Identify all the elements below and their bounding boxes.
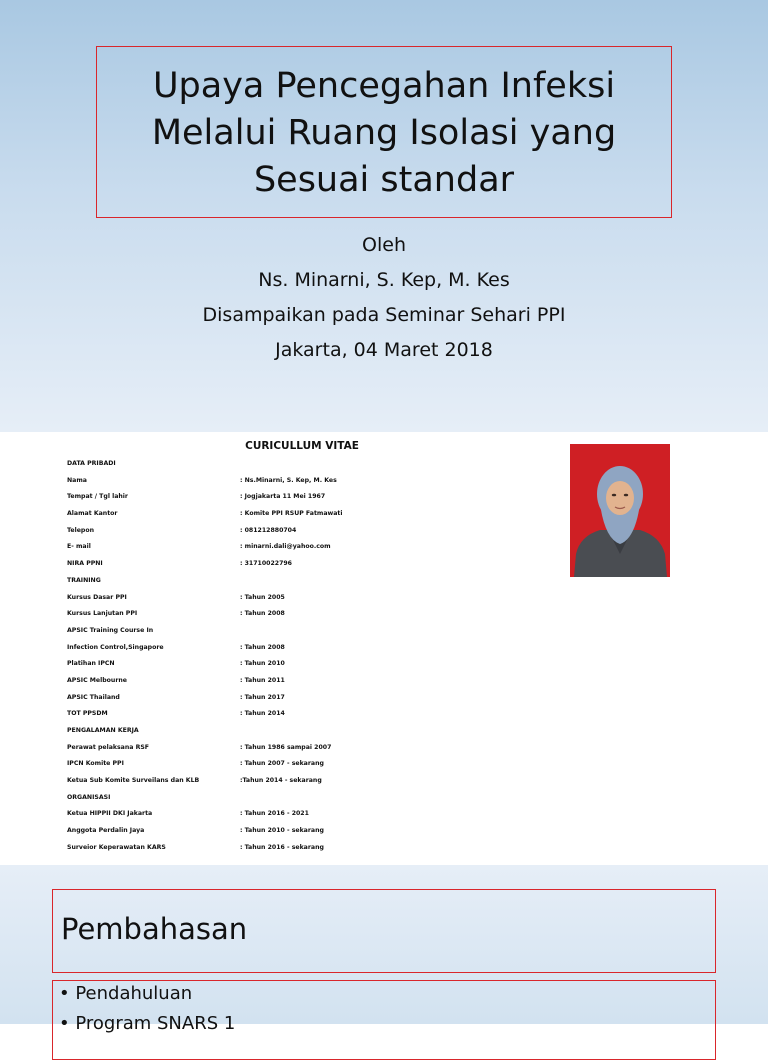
cv-section-header: [67, 577, 507, 594]
title-line: Melalui Ruang Isolasi yang: [151, 113, 617, 153]
cv-row: [67, 493, 507, 510]
cv-row: [67, 677, 507, 694]
subtitle-line: Oleh: [362, 234, 406, 256]
title-slide: [0, 0, 768, 432]
agenda-list-box: [52, 980, 716, 1060]
agenda-bullet: • Program SNARS 1: [59, 1013, 236, 1034]
cv-row: [67, 510, 507, 527]
cv-row: [67, 543, 507, 560]
subtitle-line: Disampaikan pada Seminar Sehari PPI: [202, 304, 566, 326]
cv-section-header: [67, 627, 507, 644]
cv-value: : 081212880704: [240, 526, 297, 534]
cv-label: Kursus Dasar PPI: [67, 593, 127, 601]
cv-label: Anggota Perdalin Jaya: [67, 827, 145, 835]
cv-label: E- mail: [67, 543, 91, 551]
cv-row: [67, 594, 507, 611]
cv-value: : Tahun 2014: [240, 710, 285, 718]
cv-heading: CURICULLUM VITAE: [245, 440, 359, 452]
profile-photo: [570, 444, 670, 577]
cv-label: Tempat / Tgl lahir: [67, 493, 128, 501]
subtitle-line: Jakarta, 04 Maret 2018: [275, 339, 493, 361]
cv-label: TOT PPSDM: [67, 710, 108, 718]
cv-section-header: [67, 727, 507, 744]
cv-value: : Komite PPI RSUP Fatmawati: [240, 510, 343, 518]
cv-row: [67, 810, 507, 827]
cv-value: : Tahun 2010 - sekarang: [240, 827, 324, 835]
cv-label: Perawat pelaksana RSF: [67, 743, 150, 751]
cv-value: : Tahun 2007 - sekarang: [240, 760, 324, 768]
cv-value: : Tahun 2016 - 2021: [240, 810, 309, 818]
title-line: Sesuai standar: [253, 160, 515, 200]
agenda-slide: [0, 865, 768, 1034]
cv-value: : 31710022796: [240, 560, 292, 568]
cv-label: DATA PRIBADI: [67, 460, 116, 467]
cv-label: IPCN Komite PPI: [67, 760, 124, 768]
cv-row: [67, 560, 507, 577]
cv-value: : Ns.Minarni, S. Kep, M. Kes: [240, 476, 337, 484]
agenda-heading: Pembahasan: [61, 912, 248, 946]
cv-value: : Tahun 2008: [240, 610, 285, 618]
cv-label: Nama: [67, 476, 87, 484]
cv-label: ORGANISASI: [67, 793, 111, 801]
cv-value: : Tahun 1986 sampai 2007: [240, 743, 332, 751]
title-box: [96, 46, 672, 218]
cv-row: [67, 844, 507, 861]
cv-row: [67, 644, 507, 661]
cv-value: :Tahun 2014 - sekarang: [240, 777, 322, 785]
cv-label: Kursus Lanjutan PPI: [67, 610, 138, 618]
cv-row: [67, 660, 507, 677]
cv-label: Surveior Keperawatan KARS: [67, 843, 166, 851]
cv-label: Ketua HIPPII DKI Jakarta: [67, 810, 153, 818]
cv-section-header: [67, 794, 507, 811]
cv-value: : Tahun 2008: [240, 643, 285, 651]
cv-row: [67, 477, 507, 494]
cv-label: Ketua Sub Komite Surveilans dan KLB: [67, 777, 200, 785]
cv-row: [67, 777, 507, 794]
agenda-bullet: • Pendahuluan: [59, 983, 193, 1004]
cv-slide: [0, 432, 768, 865]
cv-table: [67, 460, 507, 861]
cv-value: : Jogjakarta 11 Mei 1967: [240, 493, 326, 501]
cv-label: Platihan IPCN: [67, 660, 115, 668]
cv-value: : minarni.dali@yahoo.com: [240, 543, 331, 551]
portrait-illustration: [570, 444, 670, 577]
cv-label: Telepon: [67, 526, 94, 534]
cv-row: [67, 827, 507, 844]
cv-row: [67, 694, 507, 711]
subtitle-line: Ns. Minarni, S. Kep, M. Kes: [258, 269, 510, 291]
cv-value: : Tahun 2017: [240, 693, 285, 701]
cv-label: APSIC Training Course In: [67, 626, 154, 634]
cv-value: : Tahun 2010: [240, 660, 285, 668]
slide-title: [97, 63, 671, 204]
title-line: Upaya Pencegahan Infeksi: [152, 66, 616, 106]
cv-row: [67, 610, 507, 627]
cv-value: : Tahun 2011: [240, 676, 285, 684]
cv-section-header: [67, 460, 507, 477]
cv-row: [67, 744, 507, 761]
cv-label: NIRA PPNI: [67, 560, 103, 568]
cv-label: Infection Control,Singapore: [67, 643, 164, 651]
cv-row: [67, 527, 507, 544]
cv-label: PENGALAMAN KERJA: [67, 727, 139, 734]
cv-value: : Tahun 2005: [240, 593, 285, 601]
cv-value: : Tahun 2016 - sekarang: [240, 843, 324, 851]
cv-row: [67, 760, 507, 777]
agenda-heading-box: [52, 889, 716, 973]
slide-subtitle: [0, 228, 768, 368]
cv-row: [67, 710, 507, 727]
cv-label: Alamat Kantor: [67, 510, 118, 518]
cv-label: TRAINING: [67, 576, 101, 584]
cv-label: APSIC Thailand: [67, 693, 120, 701]
cv-label: APSIC Melbourne: [67, 676, 127, 684]
